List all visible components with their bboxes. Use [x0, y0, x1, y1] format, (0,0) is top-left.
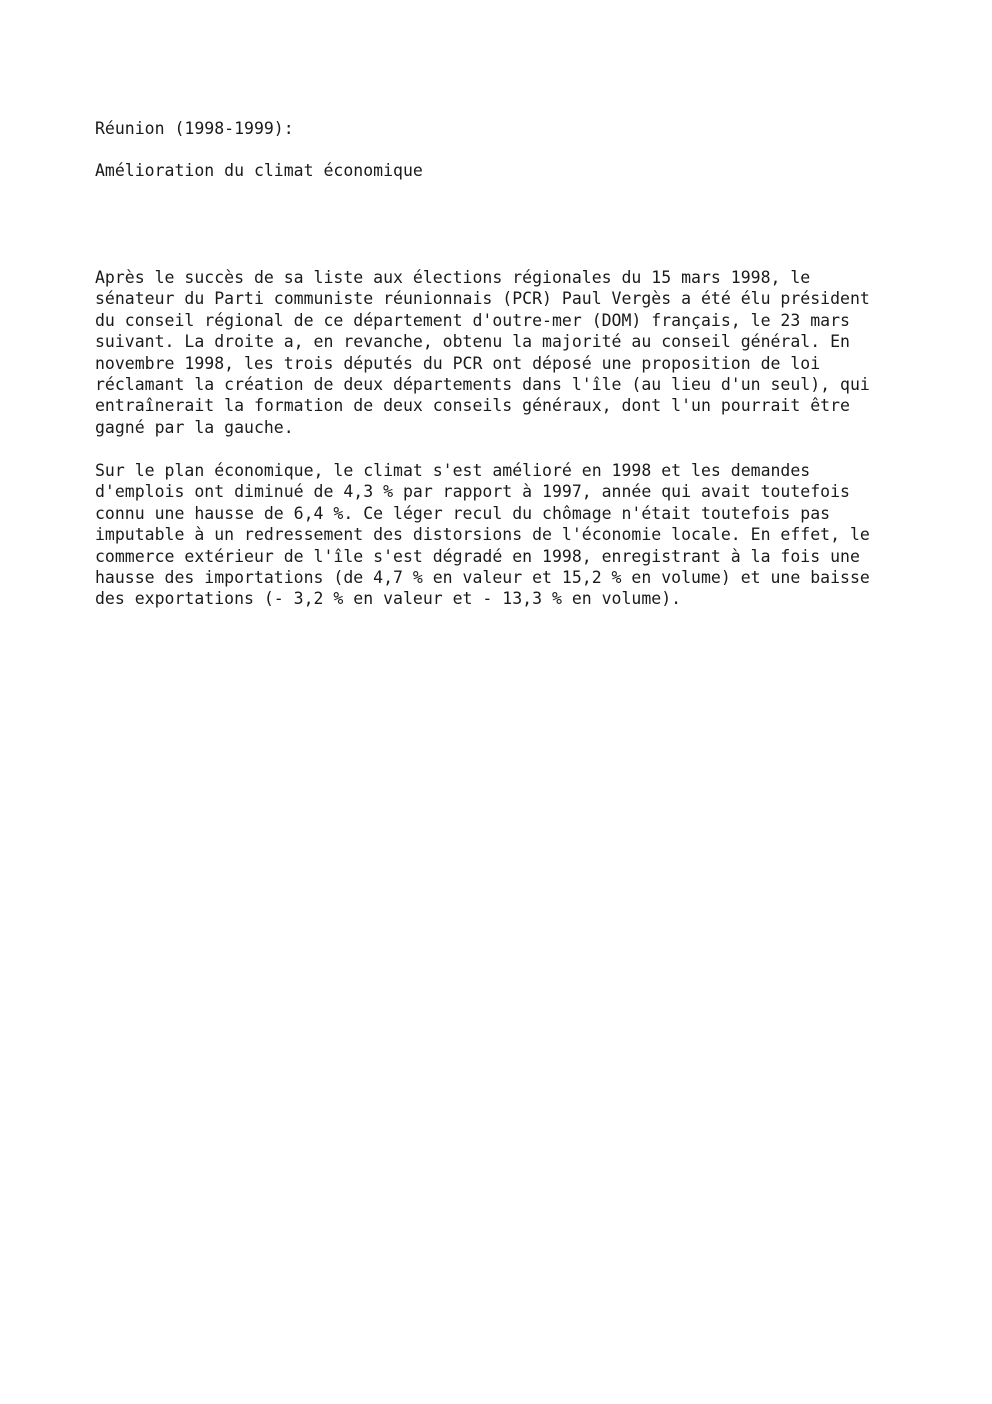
paragraph-line: du conseil régional de ce département d'outre-mer (DOM) français, le 23 mars	[95, 310, 850, 330]
paragraph-line: imputable à un redressement des distorsions de l'économie locale. En effet, le	[95, 525, 870, 545]
paragraph-line: sénateur du Parti communiste réunionnais (PCR) Paul Vergès a été élu président	[95, 289, 870, 309]
paragraph-line: suivant. La droite a, en revanche, obtenu la majorité au conseil général. En	[95, 332, 850, 352]
paragraph-1	[95, 267, 870, 438]
paragraph-line: commerce extérieur de l'île s'est dégradé en 1998, enregistrant à la fois une	[95, 546, 860, 566]
paragraph-line: entraînerait la formation de deux conseils généraux, dont l'un pourrait être	[95, 396, 850, 416]
paragraph-line: gagné par la gauche.	[95, 417, 294, 437]
paragraph-line: des exportations (- 3,2 % en valeur et - 13,3 % en volume).	[95, 589, 682, 609]
paragraph-line: novembre 1998, les trois députés du PCR ont déposé une proposition de loi	[95, 353, 821, 373]
paragraph-line: connu une hausse de 6,4 %. Ce léger recul du chômage n'était toutefois pas	[95, 503, 831, 523]
paragraph-line: d'emplois ont diminué de 4,3 % par rapport à 1997, année qui avait toutefois	[95, 482, 850, 502]
paragraph-line: Après le succès de sa liste aux élections régionales du 15 mars 1998, le	[95, 268, 811, 287]
paragraph-line: réclamant la création de deux départements dans l'île (au lieu d'un seul), qui	[95, 375, 870, 395]
paragraph-line: Sur le plan économique, le climat s'est amélioré en 1998 et les demandes	[95, 461, 811, 480]
document-subtitle: Amélioration du climat économique	[95, 161, 423, 180]
paragraph-line: hausse des importations (de 4,7 % en valeur et 15,2 % en volume) et une baisse	[95, 568, 870, 588]
paragraph-2	[95, 460, 870, 610]
document-title: Réunion (1998-1999):	[95, 119, 294, 138]
